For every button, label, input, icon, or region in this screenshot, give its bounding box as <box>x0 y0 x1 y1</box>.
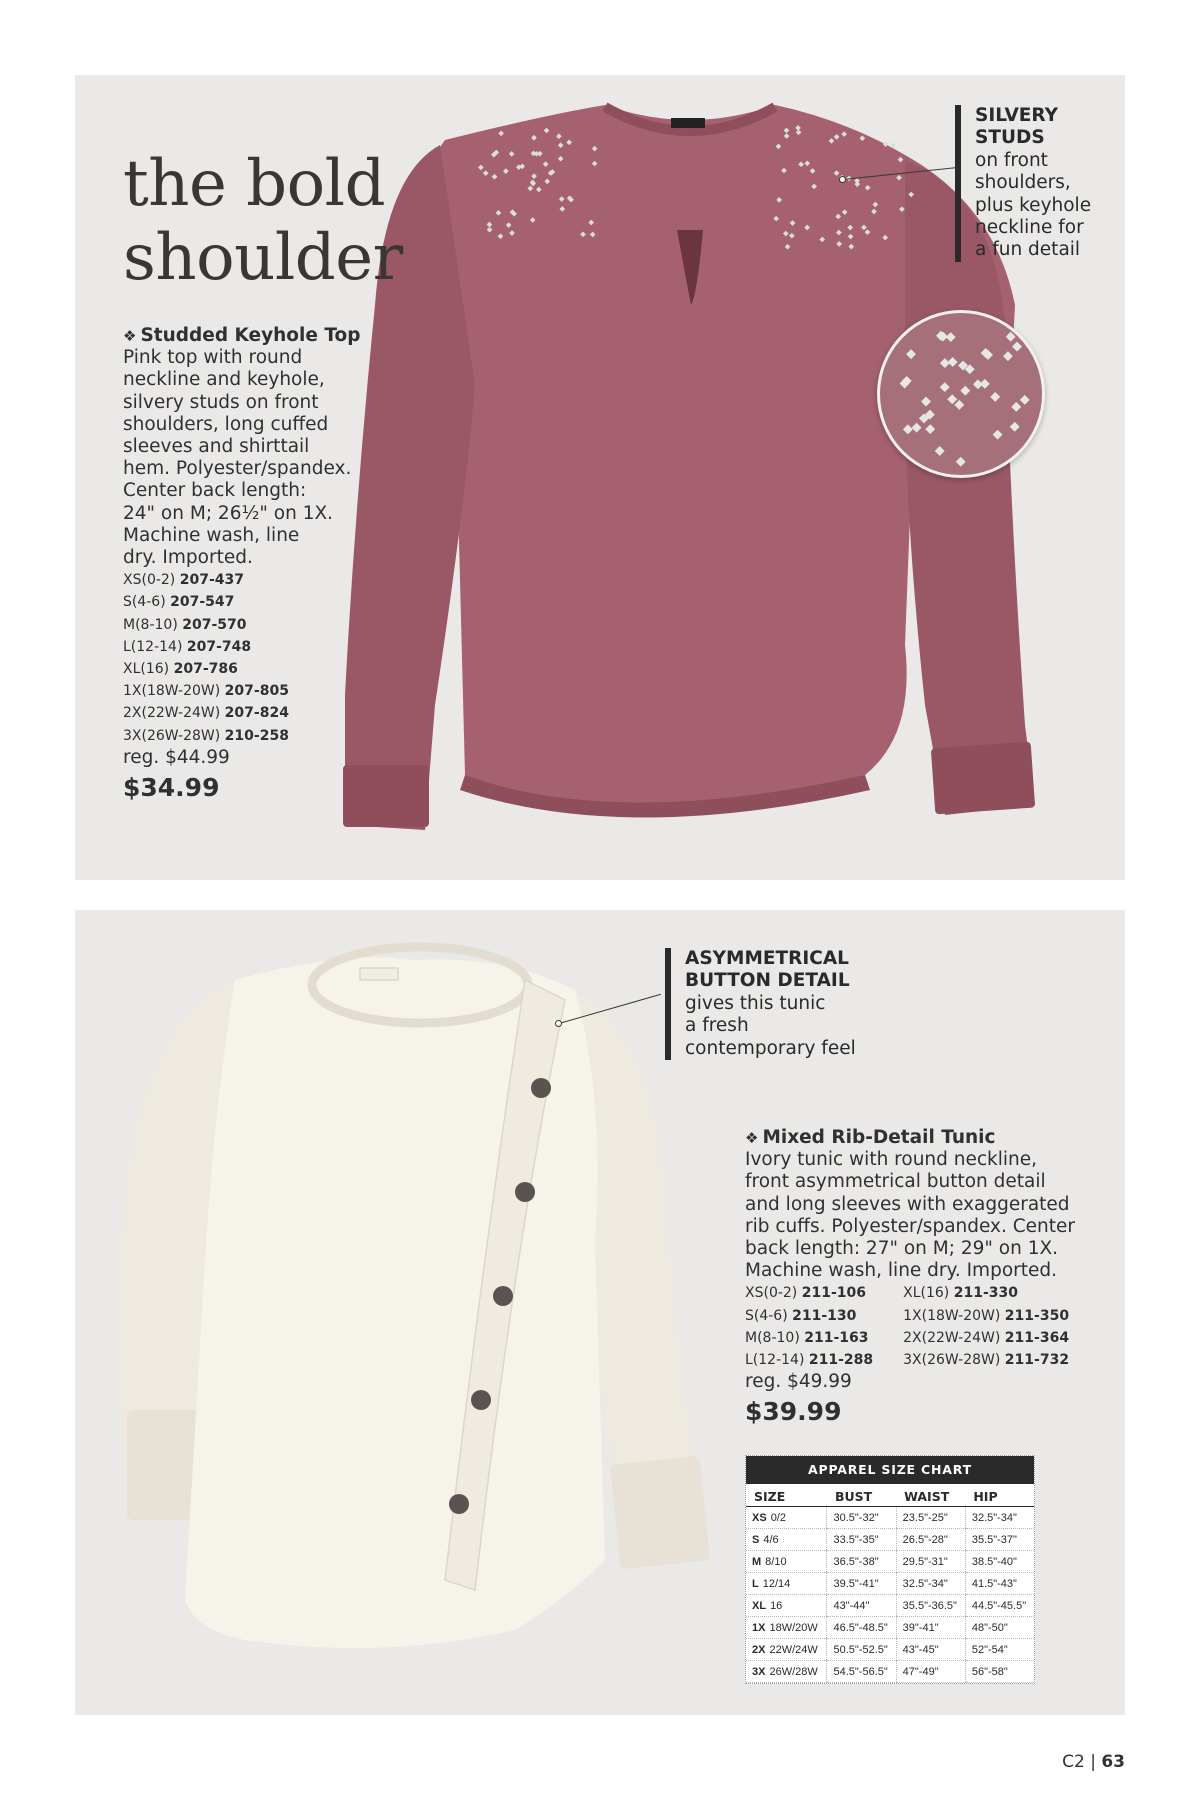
size-option: 1X(18W-20W) 211-350 <box>903 1307 1070 1324</box>
size-option: M(8-10) 211-163 <box>745 1329 869 1346</box>
size-chart-header-size: SIZE <box>746 1484 827 1507</box>
item-number: 211-732 <box>1004 1352 1070 1369</box>
sale-price: $34.99 <box>123 773 220 803</box>
size-chart-row: XS 0/2 30.5"-32" 23.5"-25" 32.5"-34" <box>746 1507 1034 1529</box>
size-option: 2X(22W-24W) 207-824 <box>123 705 289 722</box>
item-number: 207-824 <box>224 705 289 722</box>
size-option: 3X(26W-28W) 210-258 <box>123 727 289 744</box>
page-headline <box>123 147 403 295</box>
size-option: 1X(18W-20W) 207-805 <box>123 683 289 700</box>
product-description: Ivory tunic with round neckline, front asymmetrical button detail and long sleeves with exaggerated rib cuffs. Polyester/spandex. Center back length: 27" on M; 29" on 1X. Machine wash, line dry. Imported. <box>745 1149 1076 1282</box>
item-number: 211-163 <box>804 1329 869 1346</box>
sale-price: $39.99 <box>745 1397 842 1427</box>
size-option: 2X(22W-24W) 211-364 <box>903 1329 1070 1346</box>
size-chart-header-bust: BUST <box>827 1484 896 1507</box>
item-number: 207-805 <box>224 683 289 700</box>
product-title: ❖ Studded Keyhole Top <box>123 325 361 346</box>
size-option: L(12-14) 211-288 <box>745 1352 874 1369</box>
callout-leader-dot <box>839 176 846 183</box>
product-info-studded-top <box>123 325 368 805</box>
size-option: S(4-6) 211-130 <box>745 1307 857 1324</box>
headline-line-2: shoulder <box>123 221 403 295</box>
size-chart-row: L 12/14 39.5"-41" 32.5"-34" 41.5"-43" <box>746 1573 1034 1595</box>
size-chart-header-hip: HIP <box>965 1484 1034 1507</box>
size-option: M(8-10) 207-570 <box>123 616 247 633</box>
item-number: 207-547 <box>170 594 235 611</box>
callout-asymmetrical-button: ASYMMETRICAL BUTTON DETAIL gives this tunic a fresh contemporary feel <box>665 948 885 1060</box>
product-panel-studded-top <box>75 75 1125 880</box>
product-title: ❖ Mixed Rib-Detail Tunic <box>745 1127 996 1148</box>
size-chart-row: 1X 18W/20W 46.5"-48.5" 39"-41" 48"-50" <box>746 1617 1034 1639</box>
size-option: S(4-6) 207-547 <box>123 594 235 611</box>
diamond-bullet-icon: ❖ <box>123 327 137 345</box>
product-info-rib-tunic <box>745 1127 1085 1429</box>
item-number: 211-288 <box>808 1352 874 1369</box>
page-folio: C2 | 63 <box>1062 1752 1125 1772</box>
size-option: XS(0-2) 211-106 <box>745 1285 866 1302</box>
apparel-size-chart <box>745 1455 1035 1684</box>
item-number: 211-350 <box>1004 1307 1070 1324</box>
size-chart-row: 2X 22W/24W 50.5"-52.5" 43"-45" 52"-54" <box>746 1639 1034 1661</box>
section-label: C2 <box>1062 1752 1085 1772</box>
size-option: XS(0-2) 207-437 <box>123 572 244 589</box>
product-description: Pink top with round neckline and keyhole, silvery studs on front shoulders, long cuffed sleeves and shirttail hem. Polyester/spandex. Center back length: 24" on M; 26½" on 1X. Machine wash, line dry. Imported. <box>123 347 352 569</box>
diamond-bullet-icon: ❖ <box>745 1129 759 1147</box>
size-chart-header-waist: WAIST <box>896 1484 965 1507</box>
size-chart-row: XL 16 43"-44" 35.5"-36.5" 44.5"-45.5" <box>746 1595 1034 1617</box>
size-list <box>123 569 368 747</box>
size-option: 3X(26W-28W) 211-732 <box>903 1352 1070 1369</box>
size-option: XL(16) 211-330 <box>903 1285 1018 1302</box>
headline-line-1: the bold <box>123 147 386 221</box>
size-option: L(12-14) 207-748 <box>123 638 252 655</box>
size-option: XL(16) 207-786 <box>123 661 238 678</box>
size-list-left <box>745 1282 873 1371</box>
item-number: 207-437 <box>179 572 244 589</box>
size-chart-row: 3X 26W/28W 54.5"-56.5" 47"-49" 56"-58" <box>746 1661 1034 1683</box>
regular-price: reg. $44.99 <box>123 746 230 768</box>
item-number: 211-106 <box>801 1285 866 1302</box>
stud-detail-zoom <box>877 310 1045 478</box>
item-number: 210-258 <box>224 727 289 744</box>
item-number: 211-130 <box>792 1307 857 1324</box>
size-chart-table <box>746 1484 1034 1683</box>
studded-keyhole-top-image <box>305 85 1065 875</box>
page-number: 63 <box>1101 1752 1125 1772</box>
mixed-rib-detail-tunic-image <box>85 940 725 1700</box>
size-chart-title: APPAREL SIZE CHART <box>746 1456 1034 1484</box>
size-chart-row: S 4/6 33.5"-35" 26.5"-28" 35.5"-37" <box>746 1529 1034 1551</box>
callout-leader-dot <box>555 1020 562 1027</box>
item-number: 207-570 <box>182 616 247 633</box>
product-panel-rib-tunic <box>75 910 1125 1715</box>
item-number: 207-786 <box>173 661 238 678</box>
size-list <box>745 1282 1085 1371</box>
regular-price: reg. $49.99 <box>745 1371 852 1393</box>
callout-silvery-studs: SILVERY STUDS on front shoulders, plus keyhole neckline for a fun detail <box>955 105 1115 262</box>
item-number: 211-364 <box>1004 1329 1070 1346</box>
item-number: 211-330 <box>953 1285 1018 1302</box>
item-number: 207-748 <box>186 638 252 655</box>
size-chart-row: M 8/10 36.5"-38" 29.5"-31" 38.5"-40" <box>746 1551 1034 1573</box>
size-list-right <box>903 1282 1069 1371</box>
